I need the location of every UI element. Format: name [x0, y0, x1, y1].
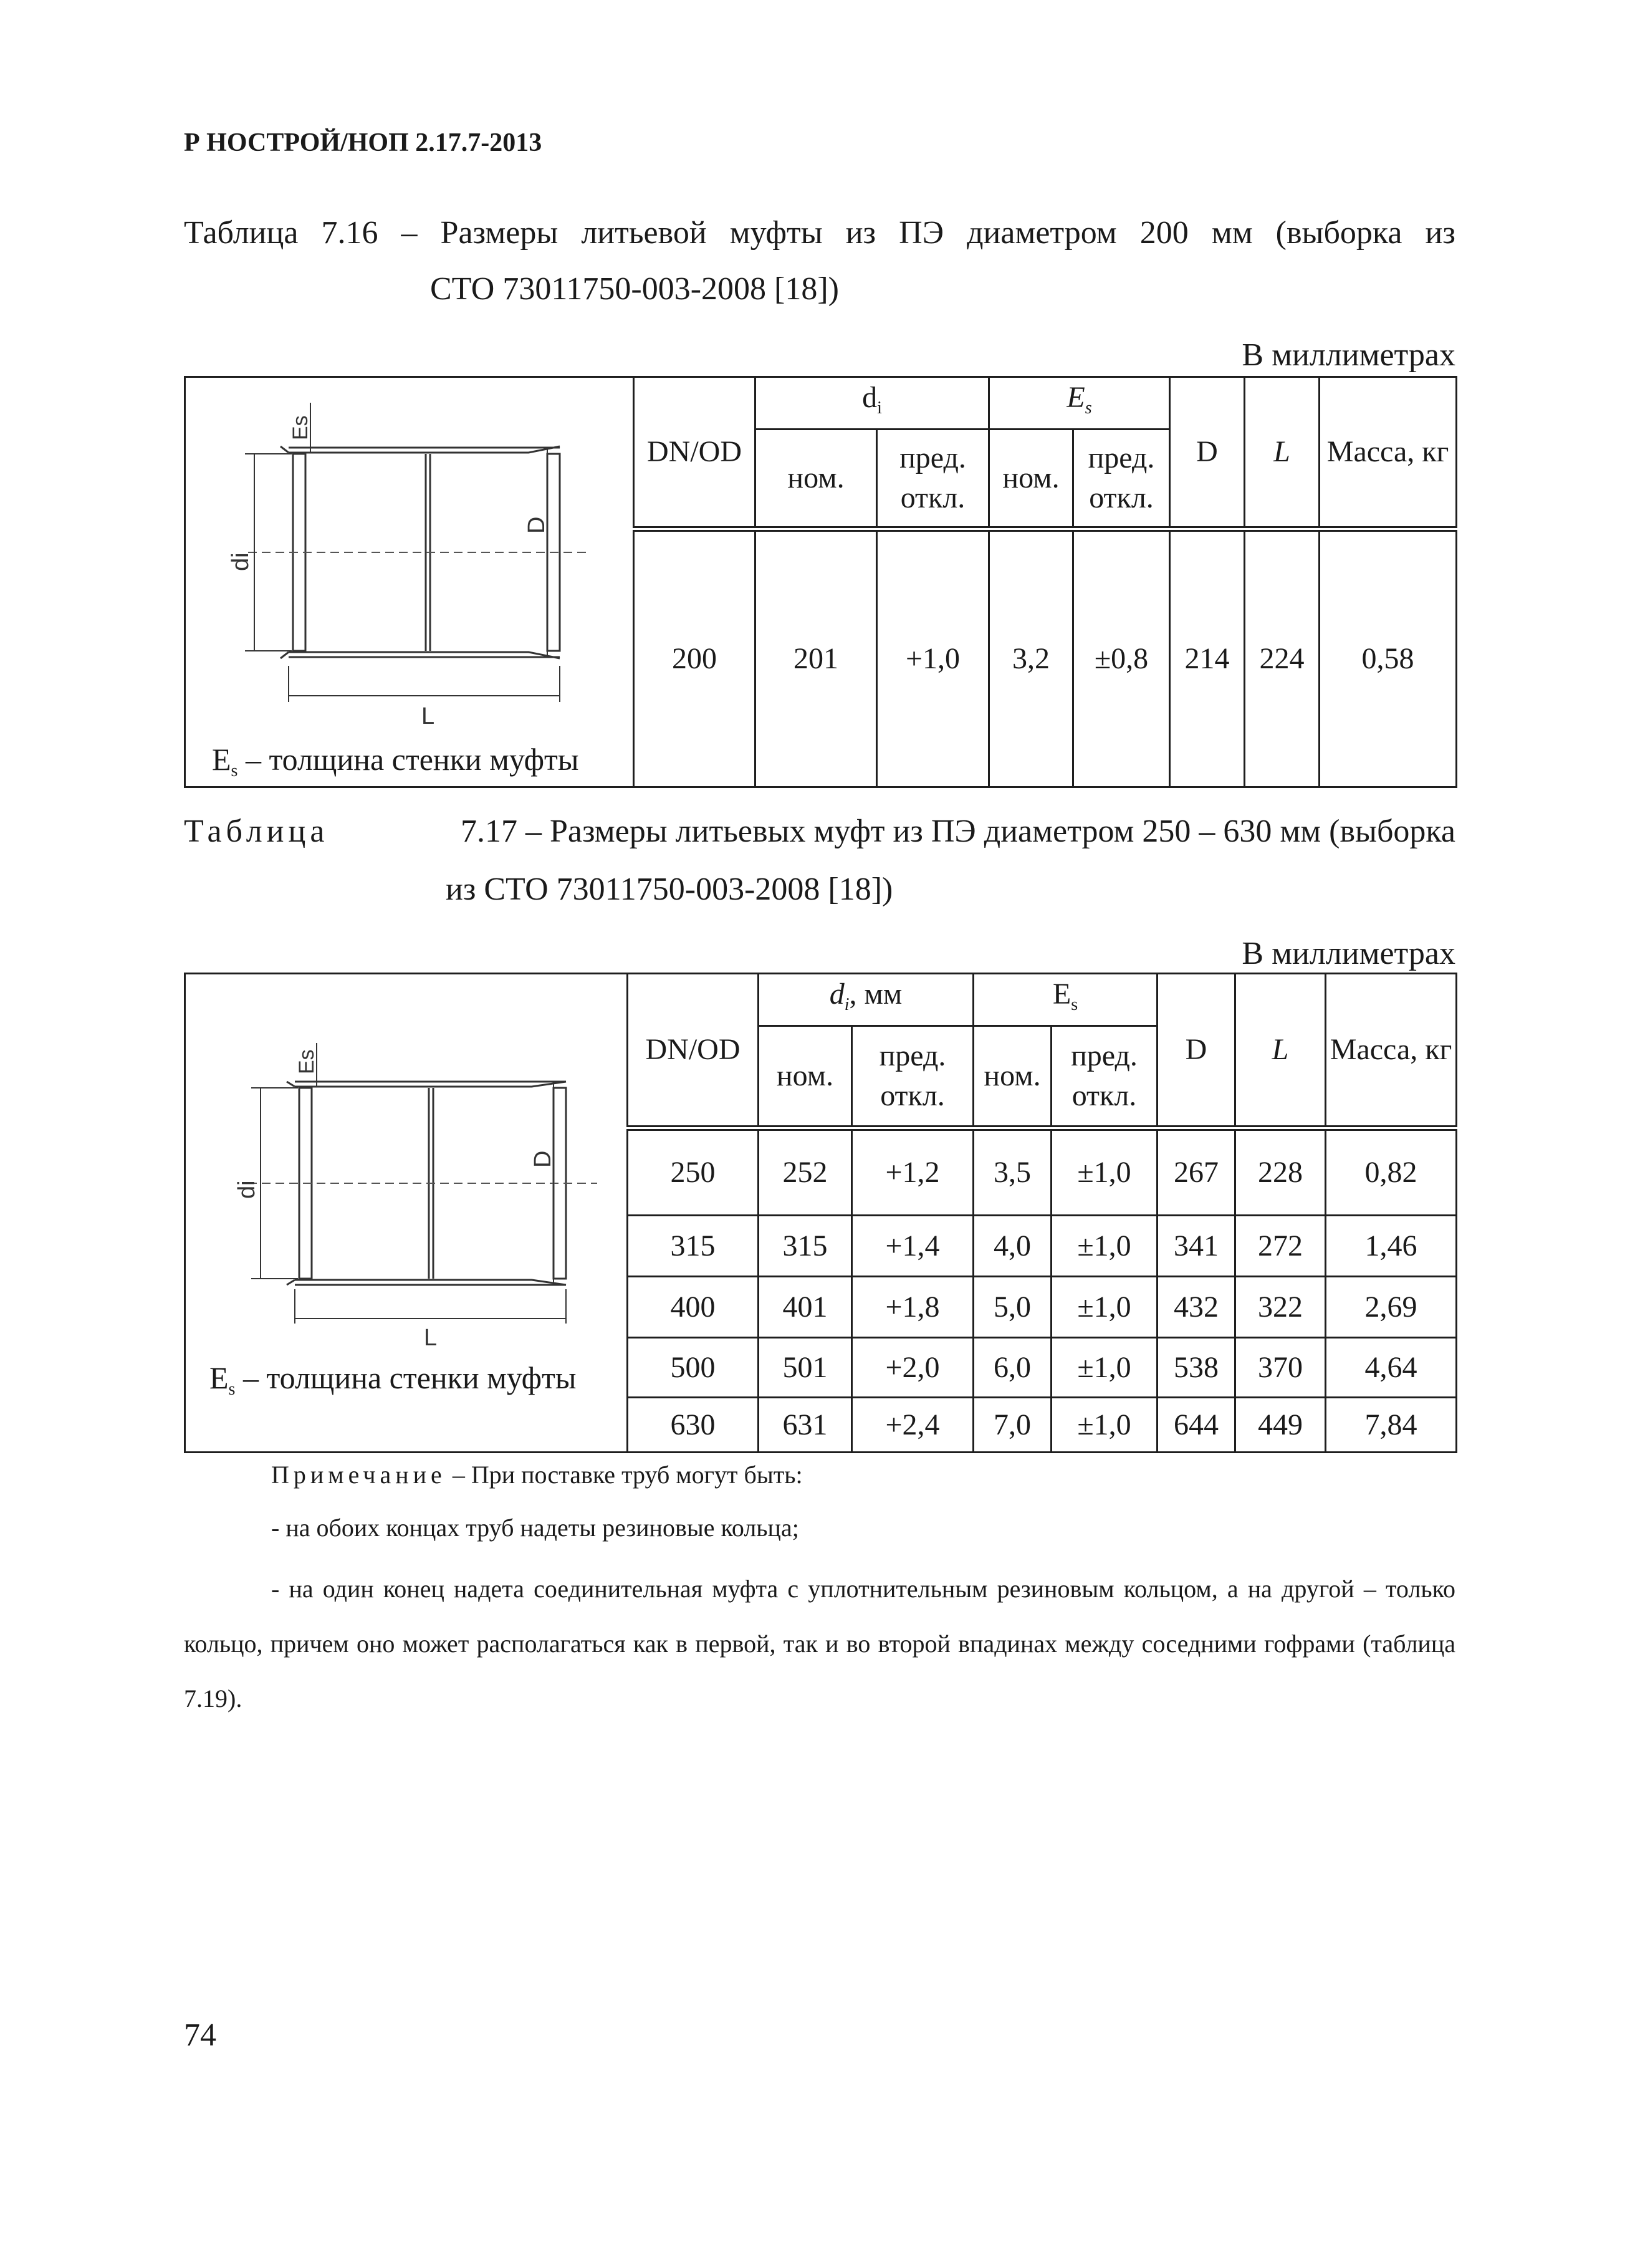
cell-mass: 4,64 — [1326, 1338, 1457, 1398]
header-L: L — [1235, 974, 1326, 1128]
cell-es-dev: ±1,0 — [1052, 1398, 1158, 1453]
caption-word: муфты — [729, 215, 823, 251]
cell-dnod: 630 — [628, 1398, 759, 1453]
cell-di-nom: 201 — [755, 529, 877, 787]
table2-caption-line2: из СТО 73011750-003-2008 [18]) — [446, 872, 893, 907]
cell-L: 228 — [1235, 1128, 1326, 1216]
cell-di-dev: +1,4 — [852, 1216, 974, 1277]
caption-word: литьевой — [581, 215, 707, 251]
cell-di-nom: 631 — [759, 1398, 852, 1453]
cell-es-nom: 6,0 — [974, 1338, 1052, 1398]
table2-caption-line1 — [184, 804, 1455, 859]
cell-mass: 7,84 — [1326, 1398, 1457, 1453]
cell-di-dev: +1,2 — [852, 1128, 974, 1216]
coupling-drawing — [186, 378, 635, 789]
cell-es-nom: 5,0 — [974, 1277, 1052, 1338]
cell-mass: 2,69 — [1326, 1277, 1457, 1338]
note-label: Примечание — [271, 1461, 446, 1489]
cell-di-dev: +2,4 — [852, 1398, 974, 1453]
cell-L: 370 — [1235, 1338, 1326, 1398]
header-dev: пред. откл. — [1052, 1026, 1158, 1128]
caption-word: 7.16 — [321, 215, 378, 251]
note-intro — [271, 1456, 803, 1494]
cell-mass: 1,46 — [1326, 1216, 1457, 1277]
figure-legend: $E_s$ – толщина стенки муфты — [209, 1360, 577, 1399]
caption-word: ПЭ — [899, 215, 944, 251]
header-nom: ном. — [755, 430, 877, 529]
cell-mass: 0,82 — [1326, 1128, 1457, 1216]
cell-D: 267 — [1158, 1128, 1235, 1216]
header-dev: пред. откл. — [1073, 430, 1170, 529]
table1-caption-line2: СТО 73011750-003-2008 [18]) — [430, 271, 839, 307]
header-dev: пред. откл. — [877, 430, 989, 529]
header-nom: ном. — [759, 1026, 852, 1128]
cell-dnod: 500 — [628, 1338, 759, 1398]
cell-es-nom: 7,0 — [974, 1398, 1052, 1453]
caption-word: диаметром — [967, 215, 1117, 251]
caption-label: Таблица — [184, 814, 329, 849]
header-di: $d_i$ — [755, 377, 989, 430]
header-mass: Масса, кг — [1320, 377, 1457, 529]
label-d: D — [530, 1150, 556, 1168]
cell-D: 538 — [1158, 1338, 1235, 1398]
caption-text: 7.17 – Размеры литьевых муфт из ПЭ диаметром 250 – 630 мм (выборка — [460, 814, 1455, 849]
caption-word: (выборка — [1275, 215, 1402, 251]
cell-di-dev: +2,0 — [852, 1338, 974, 1398]
cell-dnod: 200 — [634, 529, 755, 787]
header-mass: Масса, кг — [1326, 974, 1457, 1128]
header-D: D — [1170, 377, 1245, 529]
coupling-figure-cell — [185, 974, 628, 1453]
cell-L: 224 — [1245, 529, 1320, 787]
header-es: $E_s$ — [989, 377, 1170, 430]
cell-L: 272 — [1235, 1216, 1326, 1277]
cell-dnod: 250 — [628, 1128, 759, 1216]
cell-di-nom: 501 — [759, 1338, 852, 1398]
label-l: L — [421, 703, 435, 729]
document-code: Р НОСТРОЙ/НОП 2.17.7-2013 — [184, 128, 542, 157]
caption-word: Таблица — [184, 215, 299, 251]
table2-units: В миллиметрах — [1242, 936, 1455, 971]
header-nom: ном. — [989, 430, 1073, 529]
cell-es-dev: ±1,0 — [1052, 1338, 1158, 1398]
cell-es-dev: ±1,0 — [1052, 1277, 1158, 1338]
cell-dnod: 315 — [628, 1216, 759, 1277]
figure-legend: $E_s$ – толщина стенки муфты — [212, 742, 579, 781]
caption-word: из — [1425, 215, 1455, 251]
header-L: L — [1245, 377, 1320, 529]
cell-di-dev: +1,8 — [852, 1277, 974, 1338]
caption-word: из — [845, 215, 876, 251]
label-es: Es — [295, 1049, 319, 1074]
cell-es-nom: 3,5 — [974, 1128, 1052, 1216]
header-dnod: DN/OD — [628, 974, 759, 1128]
cell-es-nom: 4,0 — [974, 1216, 1052, 1277]
header-dev: пред. откл. — [852, 1026, 974, 1128]
cell-L: 322 — [1235, 1277, 1326, 1338]
cell-es-nom: 3,2 — [989, 529, 1073, 787]
cell-di-dev: +1,0 — [877, 529, 989, 787]
cell-L: 449 — [1235, 1398, 1326, 1453]
note-item-1: - на обоих концах труб надеты резиновые кольца; — [271, 1514, 799, 1542]
table-7-16 — [184, 376, 1457, 788]
cell-es-dev: ±1,0 — [1052, 1128, 1158, 1216]
cell-es-dev: ±1,0 — [1052, 1216, 1158, 1277]
header-nom: ном. — [974, 1026, 1052, 1128]
caption-word: Размеры — [440, 215, 558, 251]
caption-word: мм — [1211, 215, 1253, 251]
page-number: 74 — [184, 2017, 216, 2053]
label-di: di — [234, 1180, 260, 1199]
coupling-figure-cell — [185, 377, 634, 787]
note-item-2: - на один конец надета соединительная муфта с уплотнительным резиновым кольцом, а на другой – только кольцо, причем оно может располагаться как в первой, так и во второй впадинах между соседними гофрами (таблица 7.19). — [184, 1575, 1455, 1713]
label-l: L — [424, 1325, 438, 1351]
note-intro-text: – При поставке труб могут быть: — [446, 1461, 803, 1489]
cell-D: 341 — [1158, 1216, 1235, 1277]
caption-word: – — [401, 215, 418, 251]
label-d: D — [524, 516, 550, 534]
header-dnod: DN/OD — [634, 377, 755, 529]
cell-D: 214 — [1170, 529, 1245, 787]
label-es: Es — [289, 415, 312, 440]
cell-D: 432 — [1158, 1277, 1235, 1338]
cell-di-nom: 401 — [759, 1277, 852, 1338]
cell-D: 644 — [1158, 1398, 1235, 1453]
table-7-17 — [184, 973, 1457, 1453]
header-es: $E_s$ — [974, 974, 1158, 1026]
table1-units: В миллиметрах — [1242, 337, 1455, 373]
cell-di-nom: 315 — [759, 1216, 852, 1277]
header-di: $d_i$, мм — [759, 974, 974, 1026]
label-di: di — [228, 552, 254, 571]
cell-dnod: 400 — [628, 1277, 759, 1338]
cell-es-dev: ±0,8 — [1073, 529, 1170, 787]
cell-di-nom: 252 — [759, 1128, 852, 1216]
cell-mass: 0,58 — [1320, 529, 1457, 787]
caption-word: 200 — [1139, 215, 1189, 251]
header-D: D — [1158, 974, 1235, 1128]
table1-caption-line1 — [184, 206, 1455, 261]
